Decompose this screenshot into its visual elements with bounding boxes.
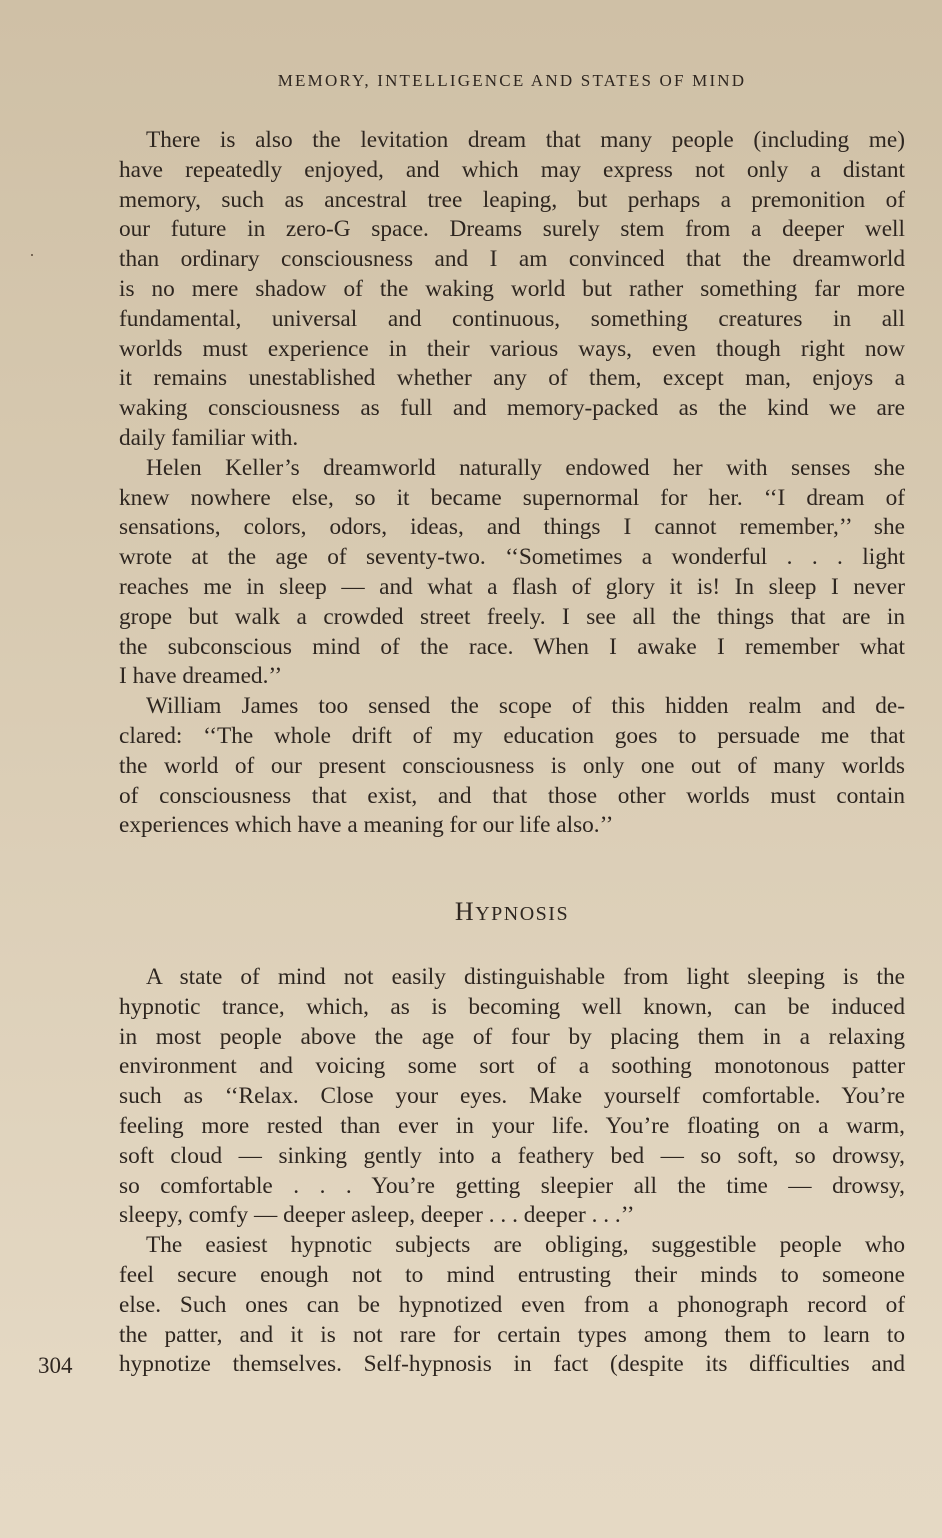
text-line: the subconscious mind of the race. When I awake I remember what bbox=[119, 633, 905, 660]
text-line: feel secure enough not to mind entrusting their minds to someone bbox=[119, 1261, 905, 1288]
text-line: William James too sensed the scope of this hidden realm and de- bbox=[146, 693, 905, 720]
text-line: such as ‘‘Relax. Close your eyes. Make yourself comfortable. You’re bbox=[119, 1083, 905, 1110]
text-line: wrote at the age of seventy-two. ‘‘Sometimes a wonderful . . . light bbox=[119, 544, 905, 571]
text-line: memory, such as ancestral tree leaping, but perhaps a premonition of bbox=[119, 186, 905, 213]
text-line: of consciousness that exist, and that those other worlds must contain bbox=[119, 782, 905, 809]
text-line: than ordinary consciousness and I am convinced that the dreamworld bbox=[119, 246, 905, 273]
text-line: soft cloud — sinking gently into a feathery bed — so soft, so drowsy, bbox=[119, 1142, 905, 1169]
text-line: The easiest hypnotic subjects are obliging, suggestible people who bbox=[146, 1232, 905, 1259]
text-line: fundamental, universal and continuous, something creatures in all bbox=[119, 305, 905, 332]
text-line: daily familiar with. bbox=[119, 424, 299, 451]
running-head: MEMORY, INTELLIGENCE AND STATES OF MIND bbox=[277, 71, 747, 90]
text-line: knew nowhere else, so it became supernormal for her. ‘‘I dream of bbox=[119, 484, 905, 511]
text-line: it remains unestablished whether any of them, except man, enjoys a bbox=[119, 365, 905, 392]
text-line: the patter, and it is not rare for certain types among them to learn to bbox=[119, 1321, 905, 1348]
paper-speck bbox=[31, 254, 33, 256]
text-line: grope but walk a crowded street freely. I see all the things that are in bbox=[119, 603, 905, 630]
text-line: worlds must experience in their various ways, even though right now bbox=[119, 335, 905, 362]
text-line: our future in zero-G space. Dreams surely stem from a deeper well bbox=[119, 216, 905, 243]
body-text-before-heading bbox=[119, 126, 905, 841]
text-line: in most people above the age of four by placing them in a relaxing bbox=[119, 1023, 905, 1050]
body-text-after-heading bbox=[119, 963, 905, 1380]
section-heading-initial: H bbox=[454, 897, 476, 926]
text-line: reaches me in sleep — and what a flash of glory it is! In sleep I never bbox=[119, 573, 905, 600]
text-line: waking consciousness as full and memory-packed as the kind we are bbox=[119, 395, 905, 422]
text-line: clared: ‘‘The whole drift of my education goes to persuade me that bbox=[119, 722, 905, 749]
text-line: Helen Keller’s dreamworld naturally endowed her with senses she bbox=[146, 454, 905, 481]
section-heading-smallcaps: YPNOSIS bbox=[475, 903, 570, 925]
text-line: There is also the levitation dream that many people (including me) bbox=[146, 127, 905, 153]
text-line: the world of our present consciousness is only one out of many worlds bbox=[119, 752, 905, 779]
text-line: is no mere shadow of the waking world but rather something far more bbox=[119, 275, 905, 302]
text-line: experiences which have a meaning for our life also.’’ bbox=[119, 812, 614, 839]
text-line: hypnotic trance, which, as is becoming well known, can be induced bbox=[119, 993, 905, 1020]
text-line: hypnotize themselves. Self-hypnosis in fact (despite its difficulties and bbox=[119, 1351, 905, 1378]
text-line: A state of mind not easily distinguishable from light sleeping is the bbox=[146, 964, 905, 990]
page-number: 304 bbox=[38, 1353, 73, 1378]
text-line: so comfortable . . . You’re getting sleepier all the time — drowsy, bbox=[119, 1172, 905, 1199]
text-line: I have dreamed.’’ bbox=[119, 663, 283, 690]
text-line: have repeatedly enjoyed, and which may express not only a distant bbox=[119, 156, 905, 183]
text-line: sensations, colors, odors, ideas, and things I cannot remember,’’ she bbox=[119, 514, 905, 541]
text-line: else. Such ones can be hypnotized even from a phonograph record of bbox=[119, 1291, 905, 1318]
text-line: feeling more rested than ever in your life. You’re floating on a warm, bbox=[119, 1112, 905, 1139]
text-line: sleepy, comfy — deeper asleep, deeper . . . deeper . . .’’ bbox=[119, 1202, 635, 1229]
section-heading bbox=[119, 897, 905, 927]
text-line: environment and voicing some sort of a soothing monotonous patter bbox=[119, 1053, 905, 1080]
